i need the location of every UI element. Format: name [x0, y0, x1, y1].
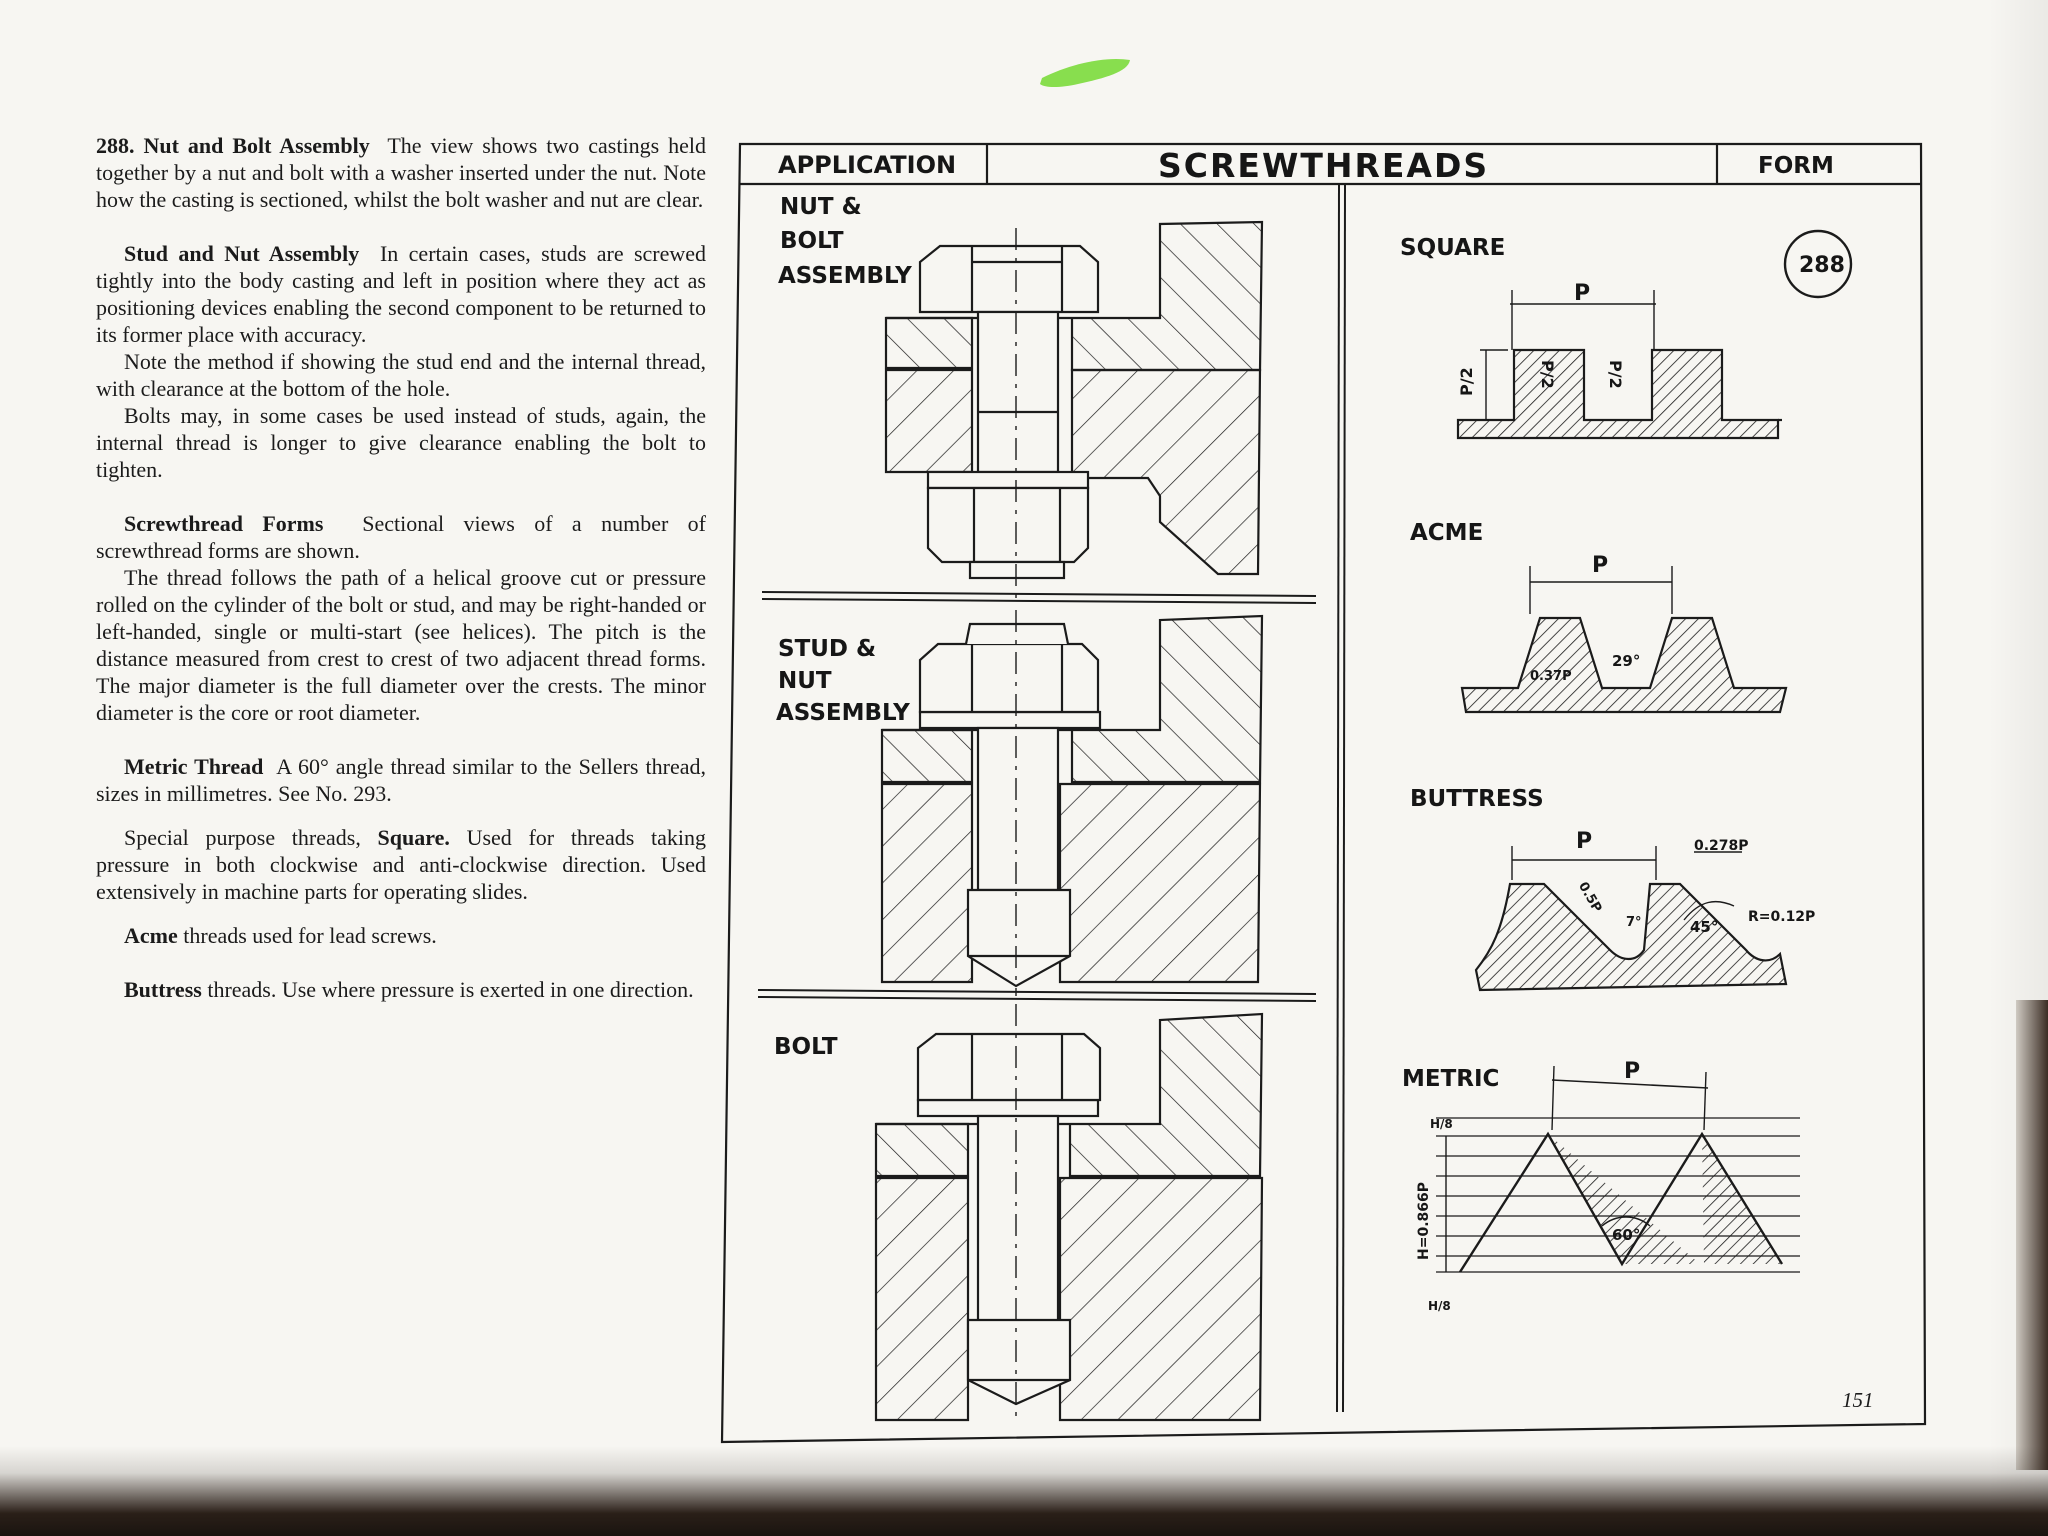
- header-form: FORM: [1758, 153, 1834, 179]
- bolt-drawing: [876, 1004, 1262, 1420]
- heading-metric-thread: Metric Thread: [124, 754, 264, 779]
- nut-bolt-head: [920, 246, 1098, 312]
- bolt-head: [918, 1034, 1100, 1100]
- metric-pitch-label: P: [1624, 1059, 1641, 1084]
- text-special-purpose: Special purpose threads,: [124, 825, 361, 850]
- acme-flat-label: 0.37P: [1530, 669, 1572, 684]
- text-screwthread-forms: Sectional views of a number of screwthread forms are shown.: [96, 511, 707, 563]
- buttress-angle-label: 45°: [1690, 918, 1719, 936]
- paragraph-bolts-instead: Bolts may, in some cases be used instead of studs, again, the internal thread is longer to give clearance enabling the bolt to tighten.: [96, 403, 706, 482]
- label-nut-bolt-3: ASSEMBLY: [778, 263, 912, 289]
- book-edge: [2016, 1000, 2048, 1470]
- buttress-small-angle-label: 7°: [1626, 915, 1642, 930]
- nut-bolt-shank: [978, 312, 1058, 472]
- paragraph-stud-end: Note the method if showing the stud end and the internal thread, with clearance at the bottom of the hole.: [96, 349, 706, 401]
- buttress-thread-profile: [1476, 884, 1786, 990]
- acme-angle-label: 29°: [1612, 652, 1641, 670]
- header-title: SCREWTHREADS: [1158, 146, 1490, 185]
- stud-tip: [968, 890, 1070, 986]
- text-nut-bolt: The view shows two castings held together by a nut and bolt with a washer inserted under the nut. Note how the casting is sectioned, whilst the bolt washer and nut are clear.: [96, 133, 707, 212]
- column-divider-2: [1343, 184, 1345, 1412]
- table-surface: [0, 1446, 2048, 1536]
- heading-buttress: Buttress: [124, 977, 202, 1002]
- square-pitch-label: P: [1574, 281, 1591, 306]
- stud-nut: [920, 644, 1098, 712]
- text-square: Used for threads taking pressure in both clockwise and anti-clockwise direction. Used extensively in machine parts for operating slides.: [96, 825, 707, 904]
- square-half-pitch-2: P/2: [1606, 360, 1625, 389]
- acme-pitch-label: P: [1592, 553, 1609, 578]
- heading-stud-nut: Stud and Nut Assembly: [124, 241, 360, 266]
- label-buttress: BUTTRESS: [1410, 786, 1544, 812]
- buttress-depth-label: 0.5P: [1575, 879, 1605, 916]
- buttress-radius-label: R=0.12P: [1748, 909, 1816, 925]
- nut-bolt-nut: [928, 488, 1088, 562]
- row-divider-1b: [762, 599, 1316, 603]
- buttress-pitch-label: P: [1576, 829, 1593, 854]
- stud-shank: [978, 728, 1058, 890]
- nut-bolt-lower-casting: [886, 370, 972, 472]
- label-stud-nut-1: STUD &: [778, 636, 877, 662]
- metric-height-label: H=0.866P: [1416, 1182, 1432, 1260]
- acme-thread-drawing: [1462, 566, 1786, 712]
- row-divider-2: [758, 990, 1316, 994]
- text-stud-nut: In certain cases, studs are screwed tightly into the body casting and left in position where they act as positioning devices enabling the second component to be returned to its former place with accuracy.: [96, 241, 707, 347]
- label-bolt: BOLT: [774, 1034, 838, 1060]
- label-nut-bolt-1: NUT &: [780, 194, 862, 220]
- text-buttress: threads. Use where pressure is exerted in one direction.: [207, 977, 694, 1002]
- buttress-flat-label: 0.278P: [1694, 838, 1749, 854]
- row-divider-2b: [758, 997, 1316, 1001]
- label-stud-nut-3: ASSEMBLY: [776, 700, 910, 726]
- label-nut-bolt-2: BOLT: [780, 228, 844, 254]
- metric-root-label: H/8: [1428, 1299, 1451, 1313]
- metric-angle-label: 60°: [1612, 1226, 1641, 1244]
- stud-washer: [920, 712, 1100, 728]
- square-depth-label: P/2: [1457, 367, 1476, 396]
- row-divider-1: [762, 592, 1316, 596]
- nut-bolt-washer: [928, 472, 1088, 488]
- metric-crest-label: H/8: [1430, 1117, 1453, 1131]
- square-half-pitch-1: P/2: [1538, 360, 1557, 389]
- paragraph-helical-groove: The thread follows the path of a helical groove cut or pressure rolled on the cylinder of the bolt or stud, and may be right-handed or left-handed, single or multi-start (see helices). The pitch is the distance measured from crest to crest of two adjacent thread forms. The major diameter is the full diameter over the crests. The minor diameter is the core or root diameter.: [96, 565, 706, 725]
- stud-nut-drawing: [882, 610, 1262, 996]
- heading-acme: Acme: [124, 923, 178, 948]
- heading-nut-bolt: 288. Nut and Bolt Assembly: [96, 133, 370, 158]
- bolt-washer: [918, 1100, 1098, 1116]
- heading-screwthread-forms: Screwthread Forms: [124, 511, 324, 536]
- stud-lower-casting: [882, 784, 972, 982]
- label-acme: ACME: [1410, 520, 1484, 546]
- bolt-tip: [968, 1320, 1070, 1404]
- label-square: SQUARE: [1400, 235, 1506, 261]
- label-metric: METRIC: [1402, 1066, 1500, 1092]
- label-stud-nut-2: NUT: [778, 668, 832, 694]
- header-application: APPLICATION: [778, 151, 957, 179]
- plate-number: 288: [1799, 253, 1845, 278]
- text-acme: threads used for lead screws.: [183, 923, 437, 948]
- nut-bolt-drawing: [886, 222, 1262, 600]
- heading-square: Square.: [377, 825, 450, 850]
- column-divider: [1337, 184, 1339, 1412]
- page-number: 151: [1842, 1388, 1874, 1412]
- text-metric-thread: A 60° angle thread similar to the Sellers thread, sizes in millimetres. See No. 293.: [96, 754, 706, 806]
- bolt-lower-casting: [876, 1178, 968, 1420]
